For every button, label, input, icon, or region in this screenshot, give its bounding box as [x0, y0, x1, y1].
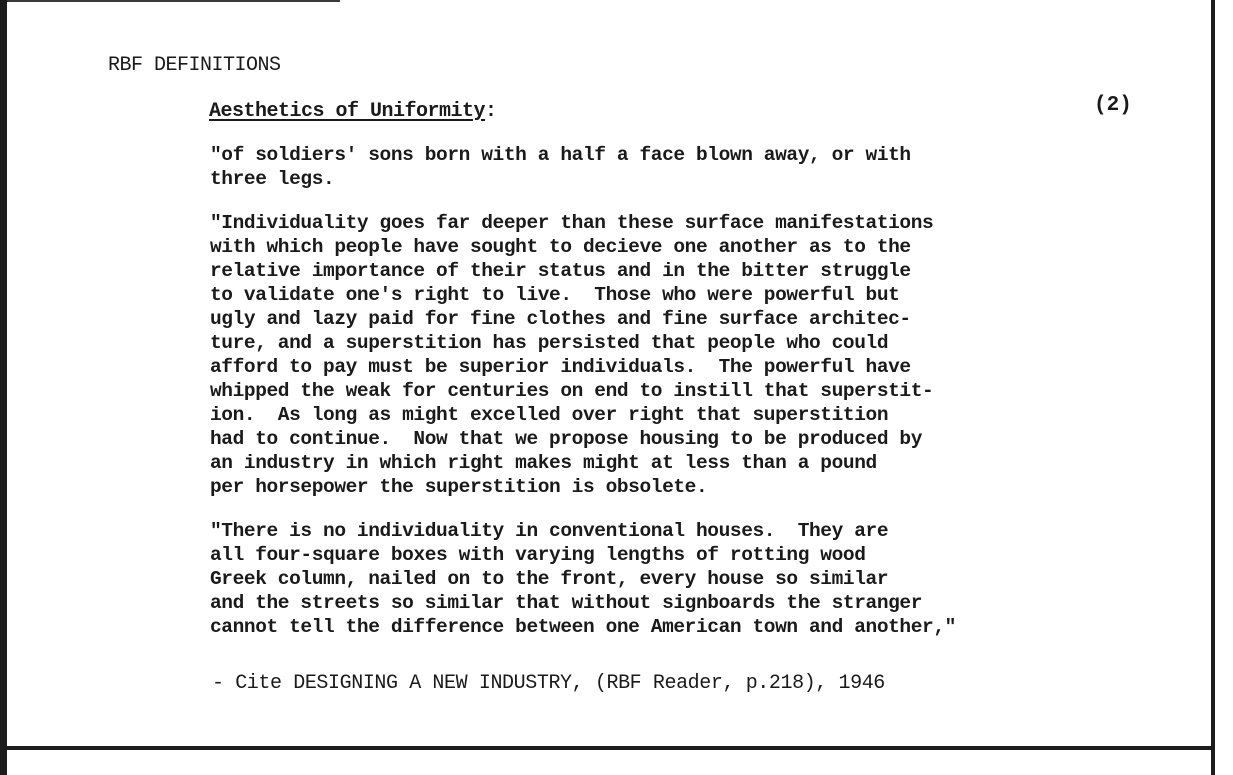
quote-line: whipped the weak for centuries on end to instill that superstit- [210, 380, 934, 402]
quote-line: all four-square boxes with varying lengths of rotting wood [210, 544, 866, 566]
quote-paragraph [210, 211, 1200, 499]
quote-line: "of soldiers' sons born with a half a face blown away, or with [210, 144, 911, 166]
quote-line: per horsepower the superstition is obsolete. [210, 476, 708, 498]
quote-line: to validate one's right to live. Those who were powerful but [210, 284, 900, 306]
quote-line: "Individuality goes far deeper than these surface manifestations [210, 212, 934, 234]
quote-line: had to continue. Now that we propose housing to be produced by [210, 428, 923, 450]
quote-line: an industry in which right makes might at less than a pound [210, 452, 877, 474]
quote-paragraph [210, 519, 1200, 639]
quote-line: relative importance of their status and in the bitter struggle [210, 260, 911, 282]
section-label: RBF DEFINITIONS [108, 54, 281, 77]
definition-title-colon: : [485, 100, 497, 123]
quote-line: "There is no individuality in conventional houses. They are [210, 520, 889, 542]
definition-title-text: Aesthetics of Uniformity [209, 100, 486, 123]
quote-line: Greek column, nailed on to the front, every house so similar [210, 568, 889, 590]
quote-line: with which people have sought to decieve one another as to the [210, 236, 911, 258]
quote-line: and the streets so similar that without signboards the stranger [210, 592, 923, 614]
top-border [0, 0, 340, 2]
bottom-border [0, 746, 1215, 750]
quote-line: ture, and a superstition has persisted that people who could [210, 332, 889, 354]
page-number: (2) [1094, 94, 1132, 117]
left-border [0, 0, 7, 775]
right-border [1211, 0, 1215, 775]
quote-body [210, 143, 1200, 659]
quote-line: afford to pay must be superior individuals. The powerful have [210, 356, 911, 378]
quote-paragraph [210, 143, 1200, 191]
definition-title [209, 100, 497, 123]
citation: - Cite DESIGNING A NEW INDUSTRY, (RBF Reader, p.218), 1946 [212, 672, 885, 695]
quote-line: three legs. [210, 168, 335, 190]
quote-line: ugly and lazy paid for fine clothes and fine surface architec- [210, 308, 911, 330]
quote-line: ion. As long as might excelled over right that superstition [210, 404, 889, 426]
quote-line: cannot tell the difference between one American town and another," [210, 616, 956, 638]
